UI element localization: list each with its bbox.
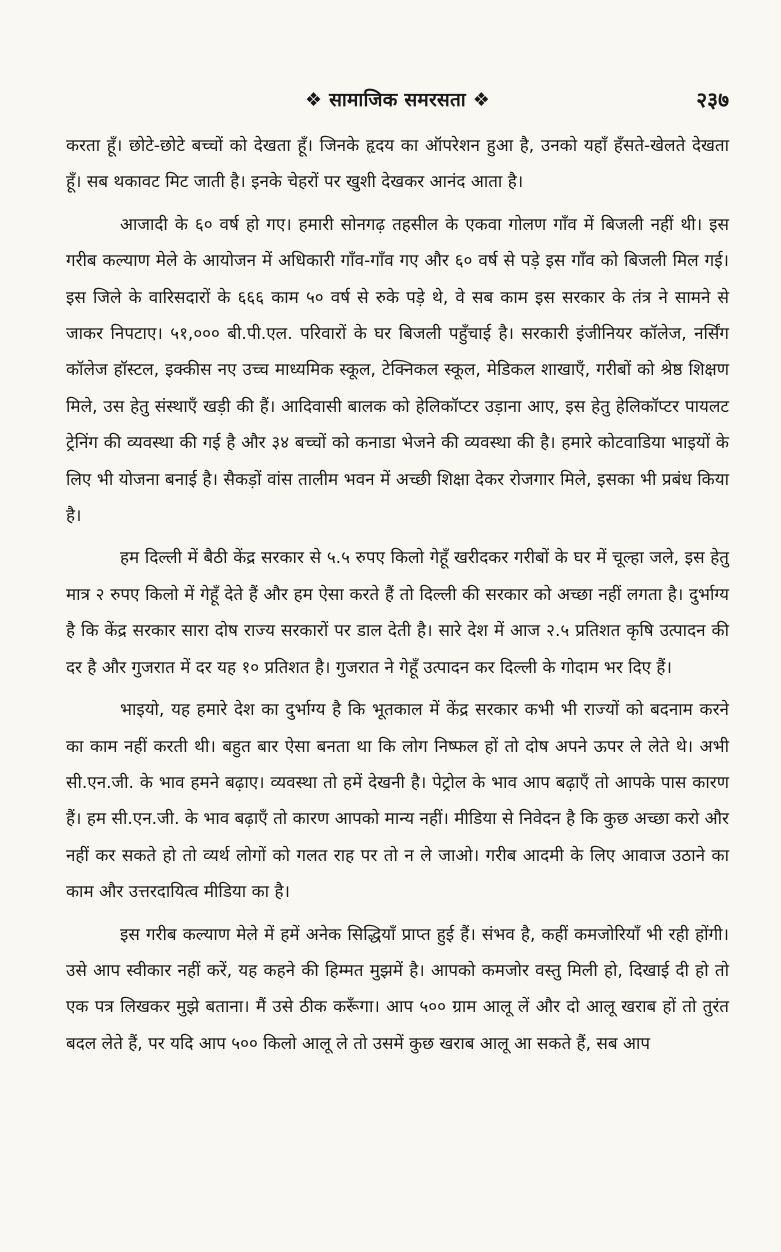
paragraph-4: भाइयो, यह हमारे देश का दुर्भाग्य है कि भूतकाल में केंद्र सरकार कभी भी राज्यों को बदनाम करने का काम नहीं करती थी। बहुत बार ऐसा बनता था कि लोग निष्फल हों तो दोष अपने ऊपर ले लेते थे। अभी सी.एन.जी. के भाव हमने बढ़ाए। व्यवस्था तो हमें देखनी है। पेट्रोल के भाव आप बढ़ाएँ तो आपके पास कारण हैं। हम सी.एन.जी. के भाव बढ़ाएँ तो कारण आपको मान्य नहीं। मीडिया से निवेदन है कि कुछ अच्छा करो और नहीं कर सकते हो तो व्यर्थ लोगों को गलत राह पर तो न ले जाओ। गरीब आदमी के लिए आवाज उठाने का काम और उत्तरदायित्व मीडिया का है। bbox=[66, 700, 729, 903]
paragraph-3: हम दिल्ली में बैठी केंद्र सरकार से ५.५ रुपए किलो गेहूँ खरीदकर गरीबों के घर में चूल्हा जले, इस हेतु मात्र २ रुपए किलो में गेहूँ देते हैं और हम ऐसा करते हैं तो दिल्ली की सरकार को अच्छा नहीं लगता है। दुर्भाग्य है कि केंद्र सरकार सारा दोष राज्य सरकारों पर डाल देती है। सारे देश में आज २.५ प्रतिशत कृषि उत्पादन की दर है और गुजरात में दर यह १० प्रतिशत है। गुजरात ने गेहूँ उत्पादन कर दिल्ली के गोदाम भर दिए हैं। bbox=[66, 548, 729, 678]
running-title: ❖ सामाजिक समरसता ❖ bbox=[305, 89, 490, 111]
paragraph-1: करता हूँ। छोटे-छोटे बच्चों को देखता हूँ। जिनके हृदय का ऑपरेशन हुआ है, उनको यहाँ हँसते-खेलते देखता हूँ। सब थकावट मिट जाती है। इनके चेहरों पर खुशी देखकर आनंद आता है। bbox=[66, 136, 729, 193]
page-body bbox=[66, 128, 729, 1068]
page-number: २३७ bbox=[696, 88, 729, 112]
page-header bbox=[66, 86, 729, 120]
paragraph-2: आजादी के ६० वर्ष हो गए। हमारी सोनगढ़ तहसील के एकवा गोलण गाँव में बिजली नहीं थी। इस गरीब कल्याण मेले के आयोजन में अधिकारी गाँव-गाँव गए और ६० वर्ष से पड़े इस गाँव को बिजली मिल गई। इस जिले के वारिसदारों के ६६६ काम ५० वर्ष से रुके पड़े थे, वे सब काम इस सरकार के तंत्र ने सामने से जाकर निपटाए। ५१,००० बी.पी.एल. परिवारों के घर बिजली पहुँचाई है। सरकारी इंजीनियर कॉलेज, नर्सिंग कॉलेज हॉस्टल, इक्कीस नए उच्च माध्यमिक स्कूल, टेक्निकल स्कूल, मेडिकल शाखाएँ, गरीबों को श्रेष्ठ शिक्षण मिले, उस हेतु संस्थाएँ खड़ी की हैं। आदिवासी बालक को हेलिकॉप्टर उड़ाना आए, इस हेतु हेलिकॉप्टर पायलट ट्रेनिंग की व्यवस्था की गई है और ३४ बच्चों को कनाडा भेजने की व्यवस्था की है। हमारे कोटवाडिया भाइयों के लिए भी योजना बनाई है। सैकड़ों वांस तालीम भवन में अच्छी शिक्षा देकर रोजगार मिले, इसका भी प्रबंध किया है। bbox=[66, 214, 729, 527]
paragraph-5: इस गरीब कल्याण मेले में हमें अनेक सिद्धियाँ प्राप्त हुई हैं। संभव है, कहीं कमजोरियाँ भी रही होंगी। उसे आप स्वीकार नहीं करें, यह कहने की हिम्मत मुझमें है। आपको कमजोर वस्तु मिली हो, दिखाई दी हो तो एक पत्र लिखकर मुझे बताना। मैं उसे ठीक करूँगा। आप ५०० ग्राम आलू लें और दो आलू खराब हों तो तुरंत बदल लेते हैं, पर यदि आप ५०० किलो आलू ले तो उसमें कुछ खराब आलू आ सकते हैं, सब आप bbox=[66, 924, 729, 1054]
